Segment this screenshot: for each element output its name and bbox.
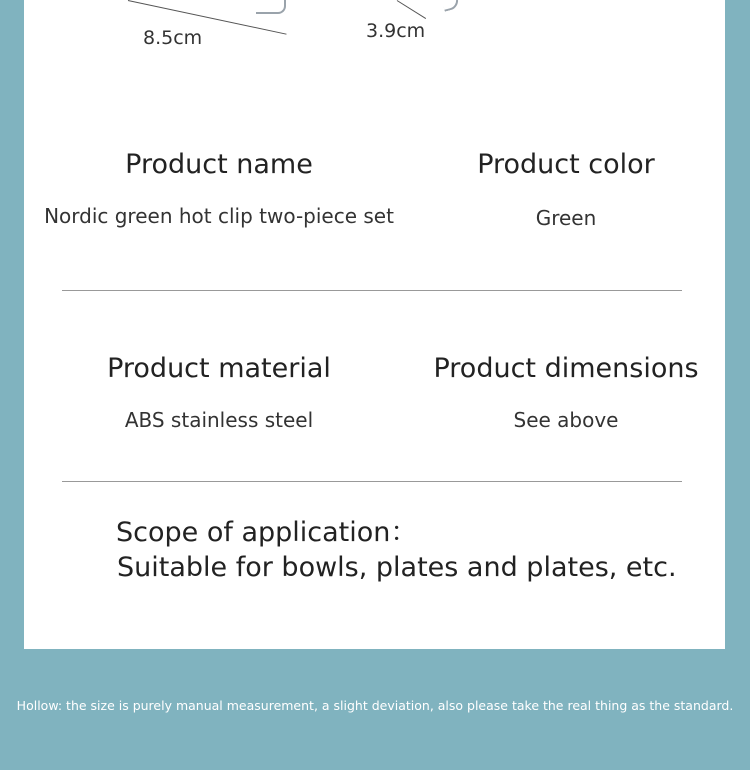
product-material-value: ABS stainless steel — [124, 408, 314, 432]
product-name-heading: Product name — [125, 149, 313, 180]
product-color-value: Green — [535, 206, 597, 230]
product-material-heading: Product material — [107, 353, 331, 384]
product-dimensions-value: See above — [513, 408, 619, 432]
scope-title: Scope of application： — [116, 517, 418, 548]
clip-image-fragment-2 — [440, 0, 461, 12]
product-color-heading: Product color — [477, 149, 655, 180]
clip-image-fragment — [256, 0, 286, 14]
length-dimension-label: 8.5cm — [143, 27, 203, 49]
scope-text: Suitable for bowls, plates and plates, etc. — [117, 552, 677, 583]
footer-note: Hollow: the size is purely manual measurement, a slight deviation, also please take the real thing as the standard. — [16, 698, 734, 713]
width-dimension-line — [397, 0, 426, 19]
divider-1 — [62, 290, 682, 291]
product-name-value: Nordic green hot clip two-piece set — [44, 204, 394, 228]
product-info-card — [24, 0, 725, 649]
divider-2 — [62, 481, 682, 482]
width-dimension-label: 3.9cm — [366, 20, 426, 42]
product-dimensions-heading: Product dimensions — [433, 353, 699, 384]
